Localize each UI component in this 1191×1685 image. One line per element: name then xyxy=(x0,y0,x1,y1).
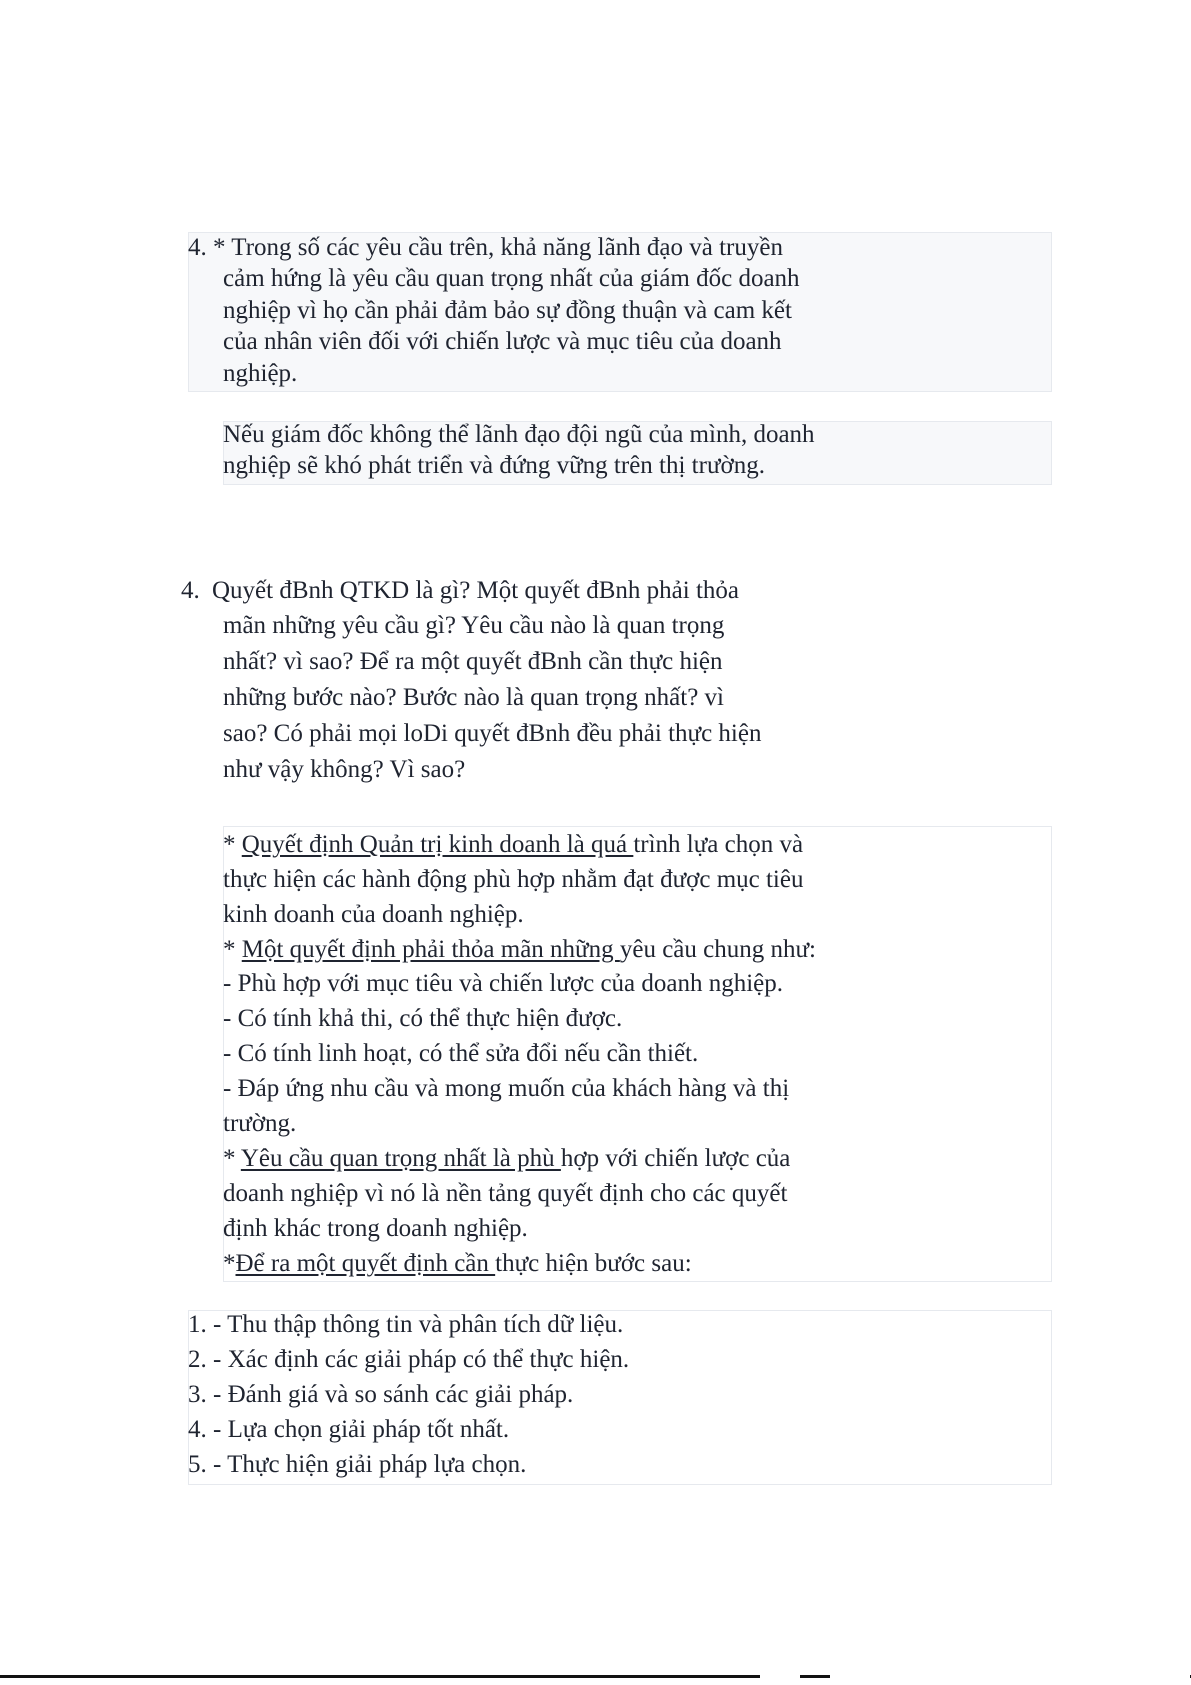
question-line-1: 4. Quyết đBnh QTKD là gì? Một quyết đBnh phải thỏa xyxy=(181,573,739,609)
question-number: 4. xyxy=(181,577,200,604)
step-item-5: 5. - Thực hiện giải pháp lựa chọn. xyxy=(188,1451,527,1478)
answer-line-4: * Một quyết định phải thỏa mãn những yêu cầu chung như: xyxy=(223,936,816,963)
answer-line-9: trường. xyxy=(223,1110,297,1137)
block-a-line-4: của nhân viên đối với chiến lược và mục tiêu của doanh xyxy=(223,328,782,355)
step-item-4: 4. - Lựa chọn giải pháp tốt nhất. xyxy=(188,1416,510,1443)
block-b-line-2: nghiệp sẽ khó phát triển và đứng vững trên thị trường. xyxy=(223,452,765,479)
answer-line-13: *Để ra một quyết định cần thực hiện bước sau: xyxy=(223,1250,692,1277)
block-a-line-2: cảm hứng là yêu cầu quan trọng nhất của giám đốc doanh xyxy=(223,265,800,292)
question-line-5: sao? Có phải mọi loDi quyết đBnh đều phải thực hiện xyxy=(223,720,762,747)
question-line-6: như vậy không? Vì sao? xyxy=(223,756,466,783)
answer-line-2: thực hiện các hành động phù hợp nhằm đạt được mục tiêu xyxy=(223,866,804,893)
question-line-2: mãn những yêu cầu gì? Yêu cầu nào là quan trọng xyxy=(223,612,725,639)
block-a-line-5: nghiệp. xyxy=(223,360,298,387)
answer-line-3: kinh doanh của doanh nghiệp. xyxy=(223,901,524,928)
block-a-line-1: 4. * Trong số các yêu cầu trên, khả năng lãnh đạo và truyền xyxy=(188,234,783,261)
block-a-line-3: nghiệp vì họ cần phải đảm bảo sự đồng thuận và cam kết xyxy=(223,297,792,324)
answer-line-5: - Phù hợp với mục tiêu và chiến lược của doanh nghiệp. xyxy=(223,970,784,997)
step-item-3: 3. - Đánh giá và so sánh các giải pháp. xyxy=(188,1381,574,1408)
answer-line-1: * Quyết định Quản trị kinh doanh là quá trình lựa chọn và xyxy=(223,831,804,858)
answer-line-12: định khác trong doanh nghiệp. xyxy=(223,1215,528,1242)
answer-line-7: - Có tính linh hoạt, có thể sửa đổi nếu cần thiết. xyxy=(223,1040,699,1067)
step-item-1: 1. - Thu thập thông tin và phân tích dữ liệu. xyxy=(188,1311,624,1338)
page-footer-bar xyxy=(0,1675,1191,1678)
block-b-line-1: Nếu giám đốc không thể lãnh đạo đội ngũ của mình, doanh xyxy=(223,421,815,448)
block-a-number: 4. xyxy=(188,234,207,261)
step-item-2: 2. - Xác định các giải pháp có thể thực hiện. xyxy=(188,1346,630,1373)
question-line-3: nhất? vì sao? Để ra một quyết đBnh cần thực hiện xyxy=(223,648,723,675)
answer-line-8: - Đáp ứng nhu cầu và mong muốn của khách hàng và thị xyxy=(223,1075,790,1102)
question-line-4: những bước nào? Bước nào là quan trọng nhất? vì xyxy=(223,684,724,711)
answer-line-11: doanh nghiệp vì nó là nền tảng quyết định cho các quyết xyxy=(223,1180,788,1207)
answer-line-10: * Yêu cầu quan trọng nhất là phù hợp với chiến lược của xyxy=(223,1145,791,1172)
answer-line-6: - Có tính khả thi, có thể thực hiện được. xyxy=(223,1005,623,1032)
